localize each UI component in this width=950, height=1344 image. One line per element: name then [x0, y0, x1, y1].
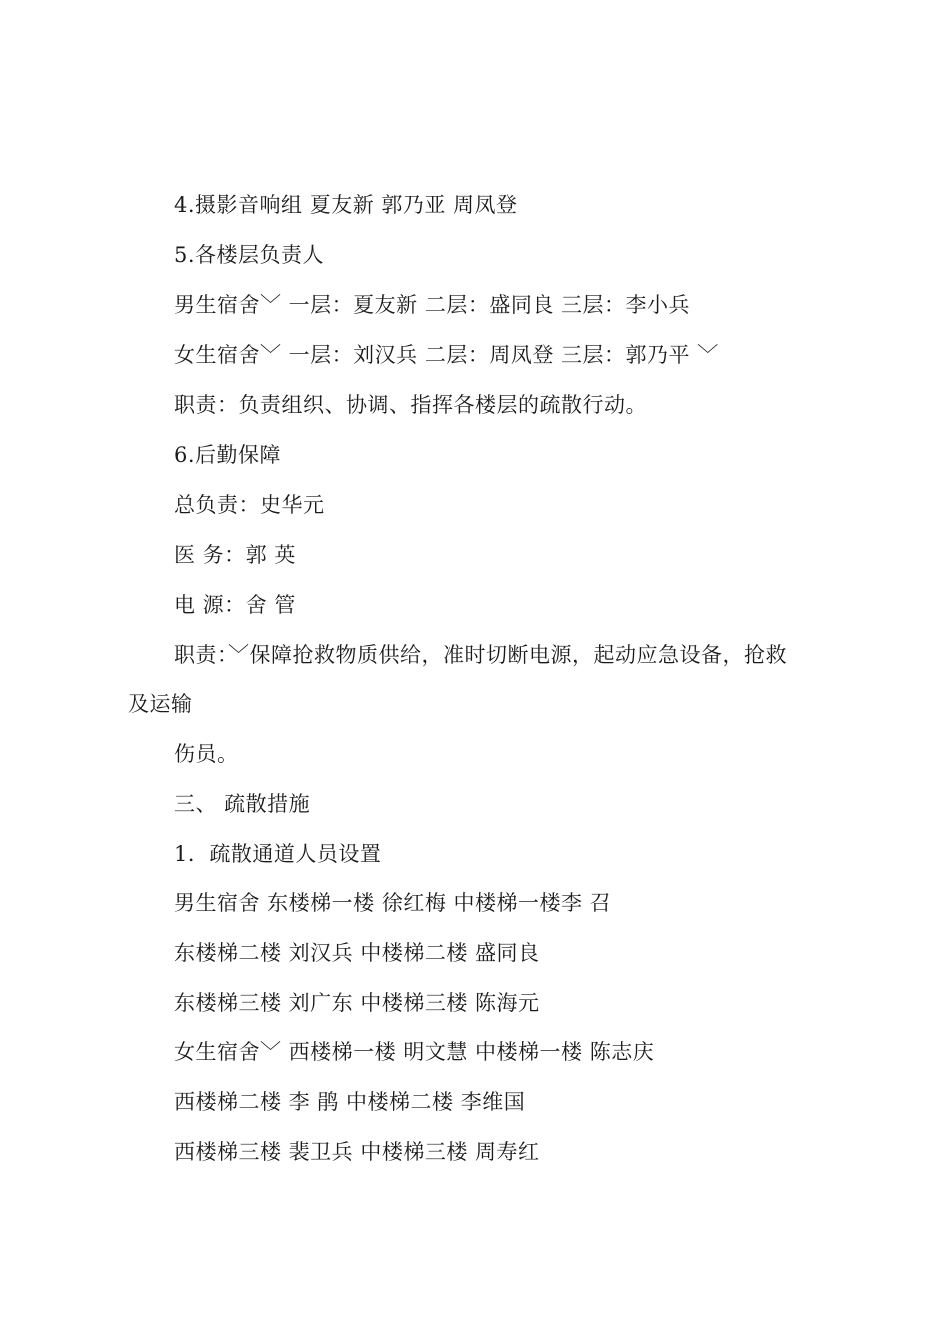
paragraph-floor-duties: 职责：负责组织、协调、指挥各楼层的疏散行动。 [174, 393, 647, 417]
paragraph-male-stairs-3: 东楼梯三楼 刘广东 中楼梯三楼 陈海元 [174, 991, 540, 1015]
heading-floor-leaders: 5.各楼层负责人 [174, 243, 325, 267]
paragraph-female-stairs-3: 西楼梯三楼 裴卫兵 中楼梯三楼 周寿红 [174, 1140, 540, 1164]
paragraph-logistics-duties-cont: 及运输 [128, 692, 193, 716]
heading-evacuation-staff: 1．疏散通道人员设置 [174, 842, 382, 866]
paragraph-male-stairs-1: 男生宿舍 东楼梯一楼 徐红梅 中楼梯一楼李 召 [174, 891, 612, 915]
paragraph-general-lead: 总负责：史华元 [174, 493, 325, 517]
paragraph-male-dorm-floors: 男生宿舍﹀ 一层：夏友新 二层：盛同良 三层：李小兵 [174, 293, 691, 317]
paragraph-power: 电 源：舍 管 [174, 593, 296, 617]
paragraph-male-stairs-2: 东楼梯二楼 刘汉兵 中楼梯二楼 盛同良 [174, 941, 540, 965]
paragraph-female-stairs-2: 西楼梯二楼 李 鹃 中楼梯二楼 李维国 [174, 1090, 526, 1114]
paragraph-injured: 伤员。 [174, 742, 239, 766]
heading-evacuation-measures: 三、 疏散措施 [174, 792, 311, 816]
paragraph-photo-audio-group: 4.摄影音响组 夏友新 郭乃亚 周凤登 [174, 193, 518, 217]
paragraph-logistics-duties: 职责：﹀保障抢救物质供给，准时切断电源，起动应急设备，抢救 [174, 643, 787, 667]
paragraph-female-dorm-floors: 女生宿舍﹀ 一层：刘汉兵 二层：周凤登 三层：郭乃平 ﹀ [174, 343, 719, 367]
paragraph-medical: 医 务：郭 英 [174, 543, 296, 567]
heading-logistics: 6.后勤保障 [174, 443, 282, 467]
paragraph-female-stairs-1: 女生宿舍﹀ 西楼梯一楼 明文慧 中楼梯一楼 陈志庆 [174, 1040, 655, 1064]
